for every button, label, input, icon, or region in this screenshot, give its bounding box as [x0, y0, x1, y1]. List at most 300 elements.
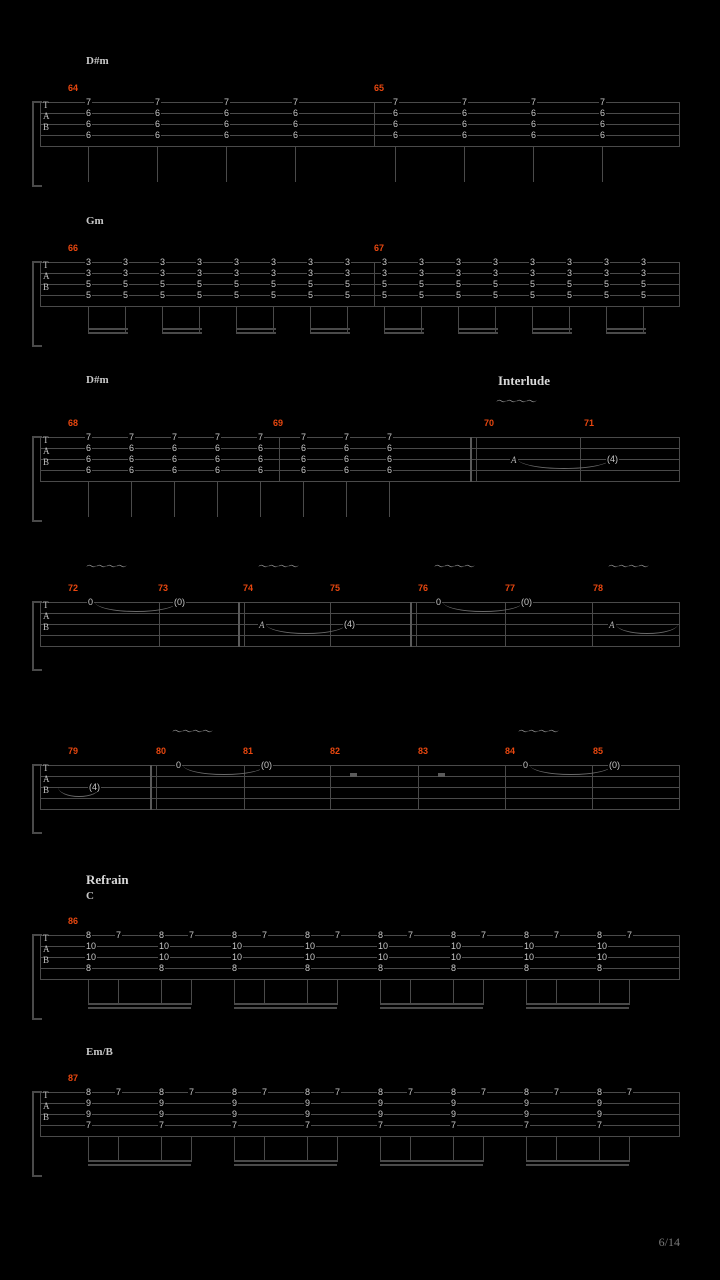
fret-number: 6 — [387, 454, 393, 464]
fret-number: 7 — [262, 930, 268, 940]
fret-number: 6 — [301, 443, 307, 453]
beam — [380, 1007, 483, 1009]
fret-number: 7 — [305, 1120, 311, 1130]
fret-number: 3 — [641, 268, 647, 278]
fret-number: 8 — [86, 963, 92, 973]
fret-number: 6 — [387, 465, 393, 475]
tab-clef-b: B — [43, 1112, 50, 1122]
fret-number: 6 — [172, 443, 178, 453]
note-stem — [483, 980, 484, 1005]
fret-number: 10 — [305, 941, 316, 951]
note-stem — [307, 1137, 308, 1162]
measure-number: 78 — [593, 583, 604, 593]
fret-number: 0 — [88, 597, 94, 607]
barline — [592, 602, 593, 647]
fret-number: 7 — [408, 930, 414, 940]
fret-number: 7 — [597, 1120, 603, 1130]
note-stem — [556, 980, 557, 1005]
note-stem — [191, 980, 192, 1005]
fret-number: 7 — [378, 1120, 384, 1130]
fret-number: 7 — [554, 1087, 560, 1097]
note-stem — [337, 1137, 338, 1162]
fret-number: 6 — [531, 108, 537, 118]
beam — [526, 1164, 629, 1166]
tab-clef — [43, 100, 50, 133]
fret-number: 7 — [600, 97, 606, 107]
note-stem — [161, 1137, 162, 1162]
fret-number: 5 — [160, 279, 166, 289]
fret-number: 6 — [258, 443, 264, 453]
staff-line — [40, 968, 680, 969]
staff-line — [40, 624, 680, 625]
tie-slur — [443, 602, 523, 612]
fret-number: 6 — [86, 465, 92, 475]
measure-number: 85 — [593, 746, 604, 756]
fret-number: 8 — [86, 930, 92, 940]
fret-number: 7 — [262, 1087, 268, 1097]
fret-number: 6 — [215, 454, 221, 464]
fret-number: 5 — [567, 279, 573, 289]
barline — [150, 765, 152, 810]
fret-number: 6 — [600, 108, 606, 118]
fret-number: 6 — [462, 130, 468, 140]
note-stem — [533, 147, 534, 182]
staff-line — [40, 946, 680, 947]
tab-clef — [43, 600, 50, 633]
chord-label: D#m — [86, 55, 109, 67]
beam — [380, 1164, 483, 1166]
tab-clef-a: A — [43, 271, 50, 281]
fret-number: 7 — [86, 1120, 92, 1130]
fret-number: 9 — [451, 1098, 457, 1108]
fret-number: 6 — [224, 119, 230, 129]
note-stem — [226, 147, 227, 182]
note-stem — [88, 980, 89, 1005]
fret-number: 7 — [215, 432, 221, 442]
note-stem — [337, 980, 338, 1005]
fret-number: 6 — [393, 108, 399, 118]
fret-number: 3 — [493, 268, 499, 278]
fret-number: 7 — [86, 97, 92, 107]
fret-number: 5 — [86, 290, 92, 300]
note-stem — [599, 980, 600, 1005]
grace-note-letter: A — [511, 455, 517, 465]
staff-line — [40, 1136, 680, 1137]
fret-number: 6 — [129, 465, 135, 475]
beam — [532, 332, 572, 334]
fret-number: 6 — [129, 454, 135, 464]
fret-number: 7 — [232, 1120, 238, 1130]
tie-slur — [530, 765, 612, 775]
beam — [234, 1007, 337, 1009]
note-stem — [453, 1137, 454, 1162]
rest — [350, 773, 357, 777]
barline — [679, 102, 680, 147]
note-stem — [264, 980, 265, 1005]
fret-number: 9 — [86, 1098, 92, 1108]
fret-number: 6 — [344, 454, 350, 464]
staff-line — [40, 957, 680, 958]
staff-line — [40, 787, 680, 788]
note-stem — [161, 980, 162, 1005]
note-stem — [88, 1137, 89, 1162]
fret-number: 7 — [116, 930, 122, 940]
fret-number: 7 — [335, 930, 341, 940]
fret-number: 9 — [524, 1109, 530, 1119]
fret-number: 6 — [393, 119, 399, 129]
barline — [679, 437, 680, 482]
fret-number: 10 — [524, 941, 535, 951]
note-stem — [526, 1137, 527, 1162]
fret-number: 5 — [456, 290, 462, 300]
fret-number: 10 — [524, 952, 535, 962]
tab-clef-t: T — [43, 260, 49, 270]
staff-line — [40, 437, 680, 438]
beam — [88, 1164, 191, 1166]
fret-number: 6 — [600, 130, 606, 140]
staff-line — [40, 273, 680, 274]
tab-clef-t: T — [43, 763, 49, 773]
fret-number: 8 — [451, 963, 457, 973]
measure-number: 64 — [68, 83, 79, 93]
barline — [330, 765, 331, 810]
fret-number: 7 — [627, 930, 633, 940]
fret-number: 3 — [308, 257, 314, 267]
staff-line — [40, 262, 680, 263]
fret-number: 8 — [524, 930, 530, 940]
fret-number: 5 — [197, 290, 203, 300]
tab-clef-t: T — [43, 100, 49, 110]
fret-number: 3 — [641, 257, 647, 267]
fret-number: 10 — [232, 941, 243, 951]
staff-line — [40, 1103, 680, 1104]
barline — [279, 437, 280, 482]
staff-line — [40, 481, 680, 482]
fret-number: 7 — [335, 1087, 341, 1097]
beam — [384, 332, 424, 334]
fret-number: 8 — [86, 1087, 92, 1097]
fret-number: 8 — [378, 930, 384, 940]
barline — [418, 765, 419, 810]
fret-number: 8 — [232, 1087, 238, 1097]
fret-number: 5 — [382, 279, 388, 289]
beam — [310, 332, 350, 334]
fret-number: 5 — [604, 290, 610, 300]
fret-number: 10 — [232, 952, 243, 962]
fret-number: 7 — [387, 432, 393, 442]
fret-number: 5 — [160, 290, 166, 300]
fret-number: 6 — [393, 130, 399, 140]
fret-number: 7 — [189, 930, 195, 940]
staff-line — [40, 113, 680, 114]
barline — [40, 765, 41, 810]
beam — [88, 332, 128, 334]
fret-number: 6 — [387, 443, 393, 453]
note-stem — [118, 980, 119, 1005]
fret-number: 6 — [462, 108, 468, 118]
staff-line — [40, 102, 680, 103]
beam — [526, 1003, 629, 1005]
measure-number: 66 — [68, 243, 79, 253]
tab-staff — [40, 432, 680, 517]
fret-number: 3 — [345, 268, 351, 278]
fret-number: 9 — [305, 1098, 311, 1108]
fret-number: 9 — [524, 1098, 530, 1108]
fret-number: 9 — [86, 1109, 92, 1119]
fret-number: 7 — [159, 1120, 165, 1130]
measure-number: 67 — [374, 243, 385, 253]
measure-number: 76 — [418, 583, 429, 593]
rest — [438, 773, 445, 777]
tab-clef-a: A — [43, 611, 50, 621]
beam — [458, 332, 498, 334]
measure-number: 79 — [68, 746, 79, 756]
fret-number: 6 — [129, 443, 135, 453]
section-label: Interlude — [498, 373, 550, 388]
fret-number: 9 — [597, 1109, 603, 1119]
fret-number: 6 — [293, 108, 299, 118]
beam — [606, 328, 646, 330]
measure-number: 80 — [156, 746, 167, 756]
fret-number: 3 — [123, 257, 129, 267]
staff-line — [40, 935, 680, 936]
barline — [679, 262, 680, 307]
staff-line — [40, 146, 680, 147]
fret-number: (4) — [89, 782, 100, 792]
fret-number: 3 — [567, 257, 573, 267]
tab-clef-a: A — [43, 446, 50, 456]
section-label: Refrain — [86, 872, 129, 887]
fret-number: 6 — [86, 130, 92, 140]
fret-number: 3 — [234, 268, 240, 278]
fret-number: 8 — [597, 1087, 603, 1097]
fret-number: 6 — [155, 108, 161, 118]
barline — [679, 935, 680, 980]
note-stem — [464, 147, 465, 182]
staff-line — [40, 124, 680, 125]
tab-clef — [43, 260, 50, 293]
fret-number: 5 — [530, 279, 536, 289]
fret-number: 8 — [305, 930, 311, 940]
tie-slur — [266, 624, 346, 634]
fret-number: 8 — [451, 930, 457, 940]
beam — [380, 1003, 483, 1005]
vibrato-marking: 〜〜〜〜 — [496, 396, 536, 408]
fret-number: 6 — [224, 108, 230, 118]
fret-number: 7 — [155, 97, 161, 107]
fret-number: 7 — [451, 1120, 457, 1130]
tab-clef-t: T — [43, 1090, 49, 1100]
barline — [40, 262, 41, 307]
measure-number: 74 — [243, 583, 254, 593]
note-stem — [380, 980, 381, 1005]
barline — [40, 935, 41, 980]
staff-line — [40, 306, 680, 307]
barline — [416, 602, 417, 647]
barline — [374, 102, 375, 147]
tab-clef — [43, 763, 50, 796]
measure-number: 84 — [505, 746, 516, 756]
tab-clef-b: B — [43, 122, 50, 132]
measure-number: 81 — [243, 746, 254, 756]
tab-staff — [40, 597, 680, 666]
fret-number: 8 — [159, 930, 165, 940]
vibrato-marking: 〜〜〜〜 — [258, 561, 298, 573]
page-number: 6/14 — [658, 1235, 680, 1249]
fret-number: 9 — [159, 1098, 165, 1108]
fret-number: 5 — [345, 279, 351, 289]
fret-number: 6 — [155, 130, 161, 140]
fret-number: 9 — [378, 1098, 384, 1108]
staff-line — [40, 979, 680, 980]
fret-number: 6 — [344, 465, 350, 475]
fret-number: 6 — [462, 119, 468, 129]
fret-number: 6 — [172, 454, 178, 464]
note-stem — [629, 1137, 630, 1162]
fret-number: 7 — [462, 97, 468, 107]
fret-number: 7 — [189, 1087, 195, 1097]
tie-slur — [616, 624, 678, 634]
fret-number: 5 — [197, 279, 203, 289]
barline — [679, 1092, 680, 1137]
beam — [380, 1160, 483, 1162]
note-stem — [174, 482, 175, 517]
fret-number: 6 — [155, 119, 161, 129]
fret-number: 8 — [305, 1087, 311, 1097]
fret-number: 3 — [197, 268, 203, 278]
fret-number: 8 — [232, 963, 238, 973]
fret-number: 6 — [86, 454, 92, 464]
barline — [244, 602, 245, 647]
staff-line — [40, 798, 680, 799]
measure-number: 73 — [158, 583, 169, 593]
tab-staff — [40, 760, 680, 829]
note-stem — [453, 980, 454, 1005]
fret-number: 10 — [378, 952, 389, 962]
beam — [88, 1003, 191, 1005]
beam — [606, 332, 646, 334]
note-stem — [260, 482, 261, 517]
tab-staff — [40, 1087, 680, 1172]
fret-number: 6 — [600, 119, 606, 129]
fret-number: 3 — [456, 257, 462, 267]
fret-number: 7 — [408, 1087, 414, 1097]
fret-number: 0 — [523, 760, 529, 770]
fret-number: 5 — [493, 279, 499, 289]
fret-number: 9 — [451, 1109, 457, 1119]
tab-clef-t: T — [43, 600, 49, 610]
fret-number: 6 — [531, 130, 537, 140]
note-stem — [264, 1137, 265, 1162]
note-stem — [410, 980, 411, 1005]
fret-number: 5 — [382, 290, 388, 300]
fret-number: 9 — [378, 1109, 384, 1119]
fret-number: 3 — [530, 257, 536, 267]
fret-number: 3 — [271, 257, 277, 267]
tab-clef-a: A — [43, 774, 50, 784]
vibrato-marking: 〜〜〜〜 — [172, 726, 212, 738]
staff-line — [40, 613, 680, 614]
beam — [88, 1160, 191, 1162]
fret-number: 5 — [123, 290, 129, 300]
fret-number: 5 — [345, 290, 351, 300]
chord-label: C — [86, 890, 94, 902]
note-stem — [88, 147, 89, 182]
note-stem — [346, 482, 347, 517]
fret-number: 3 — [567, 268, 573, 278]
note-stem — [483, 1137, 484, 1162]
fret-number: 6 — [86, 108, 92, 118]
fret-number: 10 — [378, 941, 389, 951]
fret-number: 7 — [172, 432, 178, 442]
tab-staff — [40, 257, 680, 342]
fret-number: 7 — [86, 432, 92, 442]
fret-number: 5 — [641, 290, 647, 300]
note-stem — [526, 980, 527, 1005]
fret-number: 3 — [234, 257, 240, 267]
fret-number: 5 — [419, 290, 425, 300]
fret-number: 3 — [86, 268, 92, 278]
fret-number: 6 — [293, 119, 299, 129]
fret-number: 7 — [531, 97, 537, 107]
barline — [40, 602, 41, 647]
fret-number: 7 — [224, 97, 230, 107]
staff-line — [40, 776, 680, 777]
beam — [88, 328, 128, 330]
fret-number: 8 — [597, 930, 603, 940]
tie-slur — [518, 459, 610, 469]
fret-number: 9 — [597, 1098, 603, 1108]
fret-number: 3 — [271, 268, 277, 278]
note-stem — [307, 980, 308, 1005]
beam — [310, 328, 350, 330]
tab-clef-t: T — [43, 933, 49, 943]
fret-number: 7 — [344, 432, 350, 442]
note-stem — [395, 147, 396, 182]
barline — [40, 102, 41, 147]
fret-number: 5 — [308, 290, 314, 300]
fret-number: 5 — [86, 279, 92, 289]
fret-number: 6 — [301, 454, 307, 464]
measure-number: 72 — [68, 583, 79, 593]
fret-number: 3 — [493, 257, 499, 267]
fret-number: 0 — [176, 760, 182, 770]
staff-line — [40, 448, 680, 449]
grace-note-letter: A — [259, 620, 265, 630]
tab-clef — [43, 933, 50, 966]
fret-number: 7 — [481, 1087, 487, 1097]
fret-number: 10 — [305, 952, 316, 962]
note-stem — [234, 980, 235, 1005]
tab-clef-b: B — [43, 457, 50, 467]
beam — [458, 328, 498, 330]
fret-number: 3 — [530, 268, 536, 278]
measure-number: 83 — [418, 746, 429, 756]
barline — [505, 765, 506, 810]
staff-line — [40, 809, 680, 810]
barline — [374, 262, 375, 307]
fret-number: 8 — [378, 1087, 384, 1097]
measure-number: 87 — [68, 1073, 79, 1083]
measure-number: 68 — [68, 418, 79, 428]
note-stem — [380, 1137, 381, 1162]
fret-number: 5 — [604, 279, 610, 289]
fret-number: 6 — [301, 465, 307, 475]
tie-slur — [95, 602, 177, 612]
fret-number: 7 — [393, 97, 399, 107]
note-stem — [88, 482, 89, 517]
vibrato-marking: 〜〜〜〜 — [86, 561, 126, 573]
